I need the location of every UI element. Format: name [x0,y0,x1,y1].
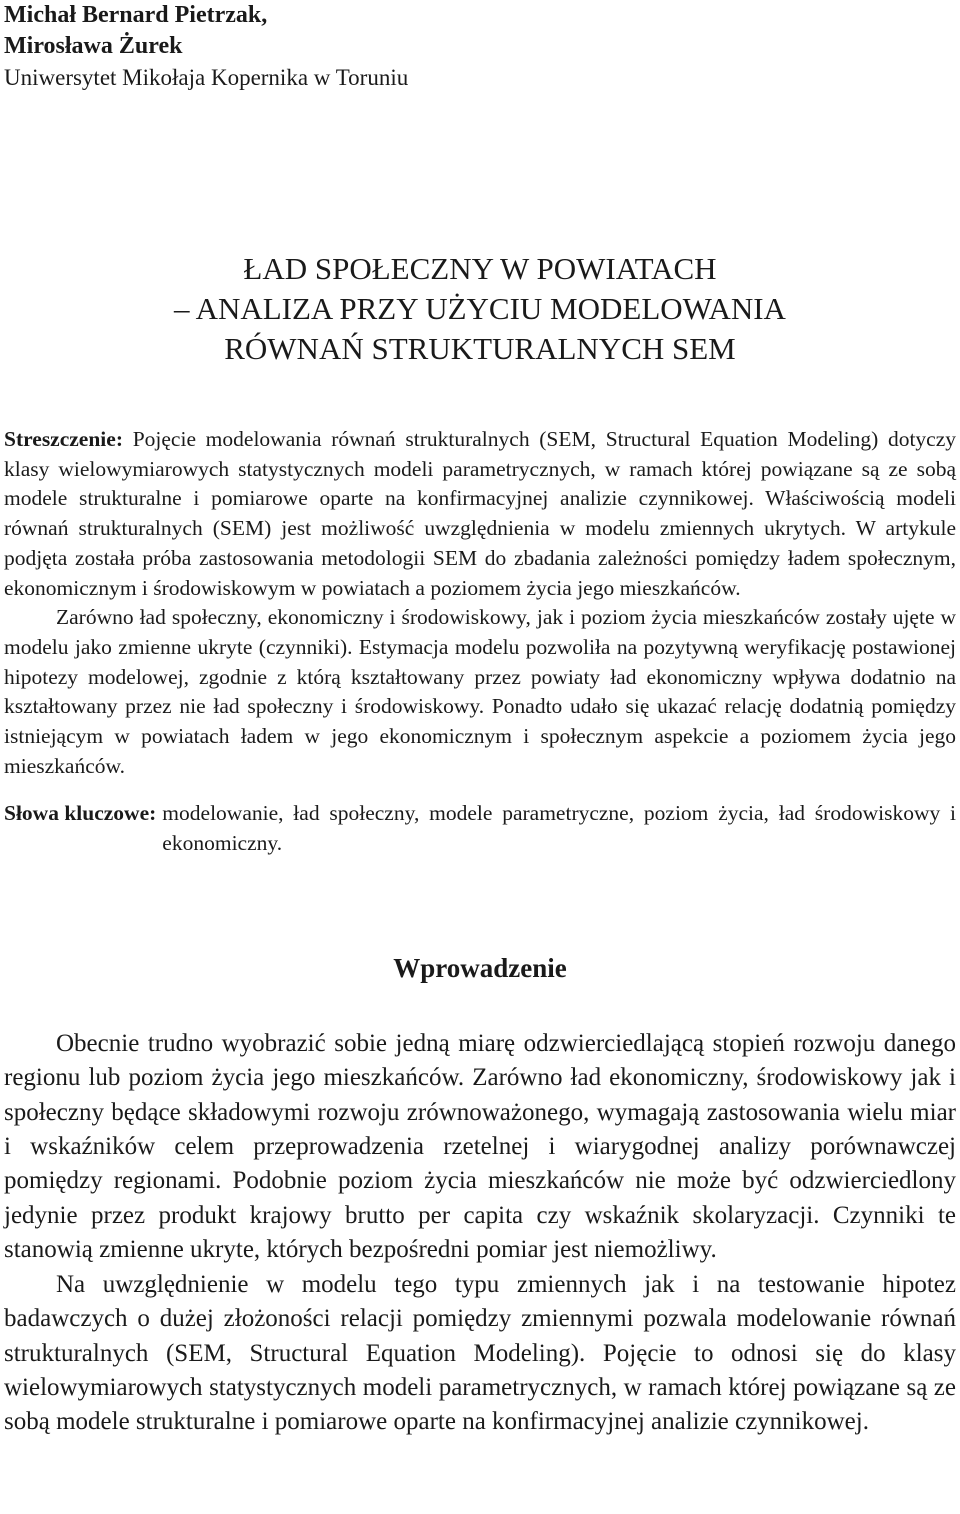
abstract [4,425,956,781]
authors [4,0,956,62]
abstract-paragraph [4,425,956,603]
keywords-text: modelowanie, ład społeczny, modele parametryczne, poziom życia, ład środowiskowy i ekonomiczny. [162,801,956,856]
title-line: – ANALIZA PRZY UŻYCIU MODELOWANIA [174,291,786,326]
paper-title [4,249,956,369]
body-paragraph: Na uwzględnienie w modelu tego typu zmiennych jak i na testowanie hipotez badawczych o dużej złożoności relacji pomiędzy zmiennymi pozwala modelowanie równań strukturalnych (SEM, Structural Equation Modeling). Pojęcie to odnosi się do klasy wielowymiarowych statystycznych modeli parametrycznych, w ramach której powiązane są ze sobą modele strukturalne i pomiarowe oparte na konfirmacyjnej analizie czynnikowej. [4,1270,956,1436]
paper-page [4,0,956,1440]
author-name: Mirosława Żurek [4,33,183,59]
title-line: RÓWNAŃ STRUKTURALNYCH SEM [224,331,736,366]
abstract-label: Streszczenie: [4,427,123,451]
abstract-paragraph: Zarówno ład społeczny, ekonomiczny i środowiskowy, jak i poziom życia mieszkańców zostały ujęte w modelu jako zmienne ukryte (czynniki). Estymacja modelu pozwoliła na pozytywną weryfikację postawionej hipotezy modelowej, zgodnie z którą kształtowany przez powiaty ład ekonomiczny wpływa dodatnio na kształtowany przez nie ład społeczny i środowiskowy. Ponadto udało się ukazać relację dodatnią pomiędzy istniejącym w powiatach ładem w jego ekonomicznym i społecznym aspekcie a poziomem życia jego mieszkańców. [4,605,956,778]
abstract-text: Pojęcie modelowania równań strukturalnych (SEM, Structural Equation Modeling) dotyczy klasy wielowymiarowych statystycznych modeli parametrycznych, w ramach której powiązane są ze sobą modele strukturalne i pomiarowe oparte na konfirmacyjnej analizie czynnikowej. Właściwością modeli równań strukturalnych (SEM) jest możliwość uwzględnienia w modelu zmiennych ukrytych. W artykule podjęta została próba zastosowania metodologii SEM do zbadania zależności pomiędzy ładem społecznym, ekonomicznym i środowiskowym w powiatach a poziomem życia jego mieszkańców. [4,427,957,600]
body-paragraph: Obecnie trudno wyobrazić sobie jedną miarę odzwierciedlającą stopień rozwoju danego regionu lub poziom życia jego mieszkańców. Zarówno ład ekonomiczny, środowiskowy jak i społeczny będące składowymi rozwoju zrównoważonego, wymagają zastosowania wielu miar i wskaźników celem przeprowadzenia rzetelnej i wiarygodnej analizy porównawczej pomiędzy regionami. Podobnie poziom życia mieszkańców nie może być odzwierciedlony jedynie przez produkt krajowy brutto per capita czy wskaźnik skolaryzacji. Czynniki te stanowią zmienne ukryte, których bezpośredni pomiar jest niemożliwy. [4,1029,956,1264]
author-name: Michał Bernard Pietrzak, [4,2,268,28]
introduction-body [4,1027,956,1440]
keywords [4,799,956,858]
title-line: ŁAD SPOŁECZNY W POWIATACH [243,251,717,286]
section-heading: Wprowadzenie [393,952,567,983]
affiliation: Uniwersytet Mikołaja Kopernika w Toruniu [4,65,409,90]
keywords-label: Słowa kluczowe: [4,801,157,826]
